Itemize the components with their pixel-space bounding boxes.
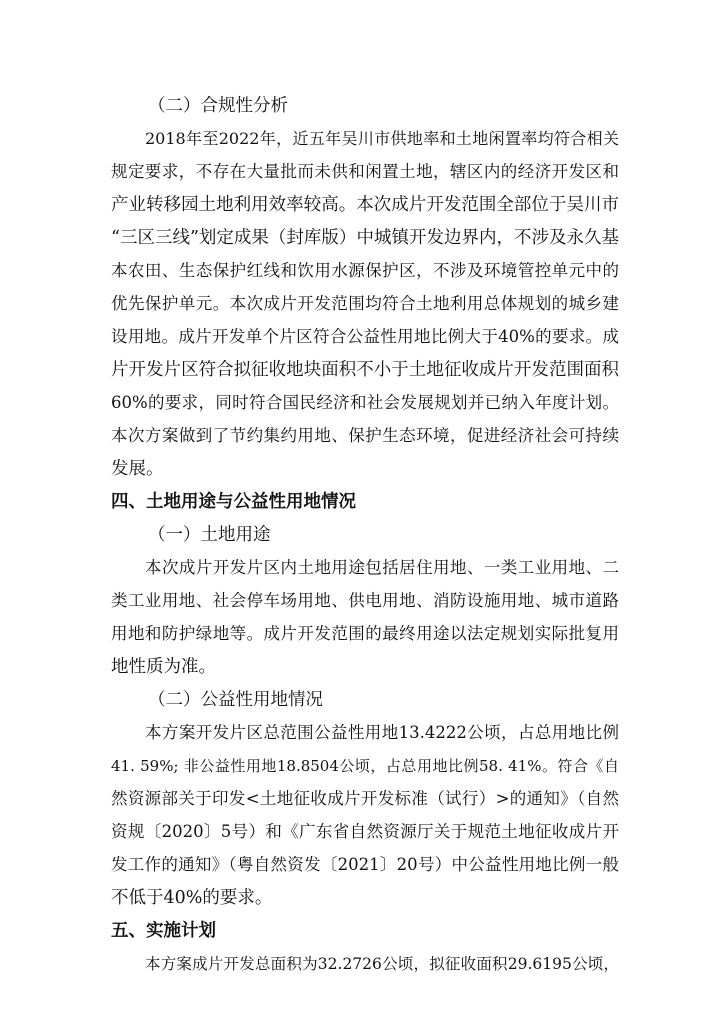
paragraph-line: 本农田、生态保护红线和饮用水源保护区，不涉及环境管控单元中的 [111, 261, 619, 280]
paragraph-line: 片开发片区符合拟征收地块面积不小于土地征收成片开发范围面积 [111, 360, 619, 380]
paragraph-line: 发工作的通知》（粤自然资发〔2021〕20号）中公益性用地比例一般 [111, 855, 619, 874]
paragraph-line: 规定要求，不存在大量批而未供和闲置土地，辖区内的经济开发区和 [111, 162, 619, 181]
subsection-heading-land-use: （一）土地用途 [148, 525, 271, 545]
paragraph-line: 类工业用地、社会停车场用地、供电用地、消防设施用地、城市道路 [111, 591, 619, 610]
paragraph-line: 本次成片开发片区内土地用途包括居住用地、一类工业用地、二 [145, 558, 619, 577]
paragraph-line: “三区三线”划定成果（封库版）中城镇开发边界内，不涉及永久基 [111, 228, 619, 248]
paragraph-line: 本次方案做到了节约集约用地、保护生态环境，促进经济社会可持续 [111, 426, 619, 445]
paragraph-line: 本方案开发片区总范围公益性用地13.4222公顷，占总用地比例 [145, 723, 619, 742]
paragraph-line: 资规〔2020〕5号）和《广东省自然资源厅关于规范土地征收成片开 [111, 822, 619, 841]
paragraph-line: 设用地。成片开发单个片区符合公益性用地比例大于40%的要求。成 [111, 327, 619, 346]
section-heading-land-use: 四、土地用途与公益性用地情况 [111, 492, 356, 512]
paragraph-line: 2018年至2022年，近五年吴川市供地率和土地闲置率均符合相关 [145, 129, 619, 148]
paragraph-line: 60%的要求，同时符合国民经济和社会发展规划并已纳入年度计划。 [111, 393, 619, 412]
paragraph-line: 用地和防护绿地等。成片开发范围的最终用途以法定规划实际批复用 [111, 624, 619, 643]
section-heading-implementation-plan: 五、实施计划 [111, 921, 216, 941]
paragraph-line: 优先保护单元。本次成片开发范围均符合土地利用总体规划的城乡建 [111, 294, 619, 313]
paragraph-line: 然资源部关于印发<土地征收成片开发标准（试行）>的通知》（自然 [111, 789, 619, 808]
paragraph-line: 地性质为准。 [111, 657, 216, 677]
paragraph-line: 本方案成片开发总面积为32.2726公顷，拟征收面积29.6195公顷， [145, 955, 619, 973]
paragraph-line: 产业转移园土地利用效率较高。本次成片开发范围全部位于吴川市 [111, 195, 619, 215]
paragraph-line: 发展。 [111, 459, 164, 479]
paragraph-line: 不低于40%的要求。 [111, 888, 273, 908]
section-heading-compliance: （二）合规性分析 [148, 96, 288, 116]
paragraph-line: 41. 59%; 非公益性用地18.8504公顷，占总用地比例58. 41%。符合《自 [111, 757, 619, 775]
subsection-heading-public-welfare: （二）公益性用地情况 [148, 690, 323, 710]
